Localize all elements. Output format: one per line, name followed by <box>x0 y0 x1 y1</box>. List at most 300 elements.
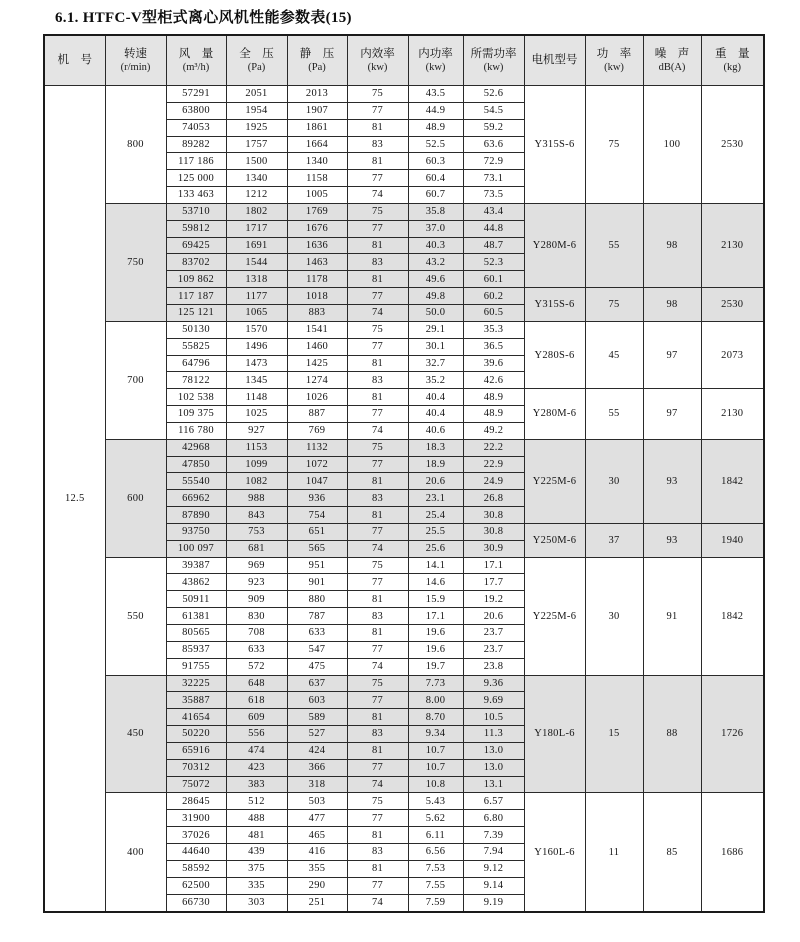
static-pressure-cell: 787 <box>287 608 347 625</box>
total-pressure-cell: 572 <box>226 658 287 675</box>
internal-power-cell: 7.59 <box>408 894 463 912</box>
noise-cell: 85 <box>643 793 701 912</box>
internal-power-cell: 35.8 <box>408 203 463 220</box>
total-pressure-cell: 1025 <box>226 406 287 423</box>
efficiency-cell: 83 <box>347 136 408 153</box>
efficiency-cell: 81 <box>347 860 408 877</box>
motor-power-cell: 75 <box>585 86 643 204</box>
internal-power-cell: 40.4 <box>408 406 463 423</box>
static-pressure-cell: 633 <box>287 625 347 642</box>
efficiency-cell: 74 <box>347 658 408 675</box>
efficiency-cell: 74 <box>347 422 408 439</box>
total-pressure-cell: 843 <box>226 507 287 524</box>
internal-power-cell: 14.1 <box>408 557 463 574</box>
required-power-cell: 52.6 <box>463 86 524 103</box>
column-header-total-pressure: 全 压 (Pa) <box>226 35 287 86</box>
required-power-cell: 42.6 <box>463 372 524 389</box>
static-pressure-cell: 1460 <box>287 338 347 355</box>
table-row <box>44 793 764 810</box>
static-pressure-cell: 887 <box>287 406 347 423</box>
required-power-cell: 48.7 <box>463 237 524 254</box>
internal-power-cell: 7.55 <box>408 877 463 894</box>
internal-power-cell: 52.5 <box>408 136 463 153</box>
efficiency-cell: 81 <box>347 827 408 844</box>
required-power-cell: 48.9 <box>463 406 524 423</box>
internal-power-cell: 17.1 <box>408 608 463 625</box>
static-pressure-cell: 1676 <box>287 220 347 237</box>
static-pressure-cell: 589 <box>287 709 347 726</box>
efficiency-cell: 83 <box>347 726 408 743</box>
noise-cell: 91 <box>643 557 701 675</box>
static-pressure-cell: 547 <box>287 641 347 658</box>
air-volume-cell: 44640 <box>166 843 226 860</box>
internal-power-cell: 7.53 <box>408 860 463 877</box>
efficiency-cell: 77 <box>347 220 408 237</box>
required-power-cell: 6.57 <box>463 793 524 810</box>
static-pressure-cell: 1463 <box>287 254 347 271</box>
static-pressure-cell: 1664 <box>287 136 347 153</box>
static-pressure-cell: 318 <box>287 776 347 793</box>
total-pressure-cell: 1717 <box>226 220 287 237</box>
required-power-cell: 39.6 <box>463 355 524 372</box>
required-power-cell: 9.12 <box>463 860 524 877</box>
column-header-air-volume: 风 量 (m³/h) <box>166 35 226 86</box>
noise-cell: 98 <box>643 288 701 322</box>
air-volume-cell: 59812 <box>166 220 226 237</box>
internal-power-cell: 40.4 <box>408 389 463 406</box>
required-power-cell: 44.8 <box>463 220 524 237</box>
required-power-cell: 54.5 <box>463 102 524 119</box>
required-power-cell: 13.1 <box>463 776 524 793</box>
efficiency-cell: 74 <box>347 540 408 557</box>
efficiency-cell: 77 <box>347 574 408 591</box>
air-volume-cell: 109 862 <box>166 271 226 288</box>
required-power-cell: 36.5 <box>463 338 524 355</box>
total-pressure-cell: 923 <box>226 574 287 591</box>
total-pressure-cell: 1691 <box>226 237 287 254</box>
static-pressure-cell: 603 <box>287 692 347 709</box>
total-pressure-cell: 335 <box>226 877 287 894</box>
static-pressure-cell: 424 <box>287 742 347 759</box>
static-pressure-cell: 1636 <box>287 237 347 254</box>
total-pressure-cell: 633 <box>226 641 287 658</box>
static-pressure-cell: 416 <box>287 843 347 860</box>
air-volume-cell: 66962 <box>166 490 226 507</box>
air-volume-cell: 93750 <box>166 523 226 540</box>
static-pressure-cell: 1274 <box>287 372 347 389</box>
internal-power-cell: 10.8 <box>408 776 463 793</box>
total-pressure-cell: 423 <box>226 759 287 776</box>
total-pressure-cell: 1153 <box>226 439 287 456</box>
efficiency-cell: 77 <box>347 170 408 187</box>
weight-cell: 2130 <box>701 203 764 287</box>
internal-power-cell: 44.9 <box>408 102 463 119</box>
static-pressure-cell: 951 <box>287 557 347 574</box>
air-volume-cell: 37026 <box>166 827 226 844</box>
air-volume-cell: 31900 <box>166 810 226 827</box>
internal-power-cell: 5.43 <box>408 793 463 810</box>
air-volume-cell: 62500 <box>166 877 226 894</box>
static-pressure-cell: 565 <box>287 540 347 557</box>
static-pressure-cell: 1005 <box>287 187 347 204</box>
speed-cell: 700 <box>105 321 166 439</box>
efficiency-cell: 81 <box>347 591 408 608</box>
air-volume-cell: 109 375 <box>166 406 226 423</box>
column-header-internal-efficiency: 内效率 (kw) <box>347 35 408 86</box>
motor-model-cell: Y160L-6 <box>524 793 585 912</box>
static-pressure-cell: 366 <box>287 759 347 776</box>
required-power-cell: 60.5 <box>463 304 524 321</box>
air-volume-cell: 55825 <box>166 338 226 355</box>
static-pressure-cell: 880 <box>287 591 347 608</box>
static-pressure-cell: 883 <box>287 304 347 321</box>
static-pressure-cell: 1072 <box>287 456 347 473</box>
air-volume-cell: 133 463 <box>166 187 226 204</box>
required-power-cell: 17.1 <box>463 557 524 574</box>
internal-power-cell: 10.7 <box>408 759 463 776</box>
required-power-cell: 30.9 <box>463 540 524 557</box>
column-header-internal-power: 内功率 (kw) <box>408 35 463 86</box>
total-pressure-cell: 708 <box>226 625 287 642</box>
static-pressure-cell: 1340 <box>287 153 347 170</box>
required-power-cell: 49.2 <box>463 422 524 439</box>
air-volume-cell: 39387 <box>166 557 226 574</box>
efficiency-cell: 74 <box>347 187 408 204</box>
internal-power-cell: 6.11 <box>408 827 463 844</box>
required-power-cell: 10.5 <box>463 709 524 726</box>
air-volume-cell: 69425 <box>166 237 226 254</box>
air-volume-cell: 116 780 <box>166 422 226 439</box>
noise-cell: 93 <box>643 439 701 523</box>
total-pressure-cell: 830 <box>226 608 287 625</box>
required-power-cell: 59.2 <box>463 119 524 136</box>
internal-power-cell: 60.4 <box>408 170 463 187</box>
efficiency-cell: 77 <box>347 692 408 709</box>
motor-model-cell: Y280M-6 <box>524 203 585 287</box>
speed-cell: 400 <box>105 793 166 912</box>
total-pressure-cell: 383 <box>226 776 287 793</box>
required-power-cell: 19.2 <box>463 591 524 608</box>
internal-power-cell: 7.73 <box>408 675 463 692</box>
internal-power-cell: 37.0 <box>408 220 463 237</box>
static-pressure-cell: 651 <box>287 523 347 540</box>
required-power-cell: 23.7 <box>463 641 524 658</box>
motor-power-cell: 75 <box>585 288 643 322</box>
internal-power-cell: 15.9 <box>408 591 463 608</box>
required-power-cell: 72.9 <box>463 153 524 170</box>
internal-power-cell: 25.4 <box>408 507 463 524</box>
internal-power-cell: 49.6 <box>408 271 463 288</box>
efficiency-cell: 81 <box>347 119 408 136</box>
total-pressure-cell: 303 <box>226 894 287 912</box>
column-header-speed: 转速 (r/min) <box>105 35 166 86</box>
motor-power-cell: 30 <box>585 439 643 523</box>
total-pressure-cell: 1544 <box>226 254 287 271</box>
efficiency-cell: 77 <box>347 406 408 423</box>
air-volume-cell: 35887 <box>166 692 226 709</box>
efficiency-cell: 74 <box>347 776 408 793</box>
required-power-cell: 52.3 <box>463 254 524 271</box>
table-row <box>44 86 764 103</box>
noise-cell: 93 <box>643 523 701 557</box>
total-pressure-cell: 988 <box>226 490 287 507</box>
total-pressure-cell: 1954 <box>226 102 287 119</box>
motor-power-cell: 55 <box>585 389 643 440</box>
column-header-noise: 噪 声 dB(A) <box>643 35 701 86</box>
header-row <box>44 35 764 86</box>
required-power-cell: 60.1 <box>463 271 524 288</box>
noise-cell: 97 <box>643 389 701 440</box>
motor-model-cell: Y315S-6 <box>524 86 585 204</box>
efficiency-cell: 81 <box>347 507 408 524</box>
air-volume-cell: 42968 <box>166 439 226 456</box>
total-pressure-cell: 609 <box>226 709 287 726</box>
performance-table <box>43 34 765 913</box>
static-pressure-cell: 936 <box>287 490 347 507</box>
efficiency-cell: 75 <box>347 557 408 574</box>
required-power-cell: 13.0 <box>463 742 524 759</box>
air-volume-cell: 80565 <box>166 625 226 642</box>
efficiency-cell: 74 <box>347 304 408 321</box>
speed-cell: 800 <box>105 86 166 204</box>
air-volume-cell: 53710 <box>166 203 226 220</box>
table-body <box>44 86 764 913</box>
required-power-cell: 7.94 <box>463 843 524 860</box>
noise-cell: 98 <box>643 203 701 287</box>
internal-power-cell: 19.7 <box>408 658 463 675</box>
internal-power-cell: 8.00 <box>408 692 463 709</box>
weight-cell: 1686 <box>701 793 764 912</box>
motor-model-cell: Y180L-6 <box>524 675 585 793</box>
noise-cell: 100 <box>643 86 701 204</box>
column-header-required-power: 所需功率 (kw) <box>463 35 524 86</box>
air-volume-cell: 102 538 <box>166 389 226 406</box>
efficiency-cell: 81 <box>347 709 408 726</box>
required-power-cell: 73.5 <box>463 187 524 204</box>
motor-model-cell: Y315S-6 <box>524 288 585 322</box>
total-pressure-cell: 1496 <box>226 338 287 355</box>
efficiency-cell: 77 <box>347 338 408 355</box>
total-pressure-cell: 1500 <box>226 153 287 170</box>
motor-model-cell: Y225M-6 <box>524 439 585 523</box>
required-power-cell: 63.6 <box>463 136 524 153</box>
weight-cell: 1940 <box>701 523 764 557</box>
air-volume-cell: 50130 <box>166 321 226 338</box>
efficiency-cell: 81 <box>347 153 408 170</box>
static-pressure-cell: 475 <box>287 658 347 675</box>
total-pressure-cell: 1757 <box>226 136 287 153</box>
speed-cell: 600 <box>105 439 166 557</box>
air-volume-cell: 32225 <box>166 675 226 692</box>
static-pressure-cell: 503 <box>287 793 347 810</box>
table-row <box>44 321 764 338</box>
internal-power-cell: 6.56 <box>408 843 463 860</box>
internal-power-cell: 30.1 <box>408 338 463 355</box>
air-volume-cell: 89282 <box>166 136 226 153</box>
required-power-cell: 22.2 <box>463 439 524 456</box>
weight-cell: 2530 <box>701 288 764 322</box>
total-pressure-cell: 927 <box>226 422 287 439</box>
static-pressure-cell: 527 <box>287 726 347 743</box>
static-pressure-cell: 901 <box>287 574 347 591</box>
air-volume-cell: 58592 <box>166 860 226 877</box>
efficiency-cell: 77 <box>347 877 408 894</box>
internal-power-cell: 14.6 <box>408 574 463 591</box>
weight-cell: 1842 <box>701 439 764 523</box>
total-pressure-cell: 474 <box>226 742 287 759</box>
air-volume-cell: 78122 <box>166 372 226 389</box>
total-pressure-cell: 1570 <box>226 321 287 338</box>
static-pressure-cell: 1026 <box>287 389 347 406</box>
static-pressure-cell: 1541 <box>287 321 347 338</box>
air-volume-cell: 28645 <box>166 793 226 810</box>
total-pressure-cell: 648 <box>226 675 287 692</box>
air-volume-cell: 75072 <box>166 776 226 793</box>
required-power-cell: 6.80 <box>463 810 524 827</box>
efficiency-cell: 77 <box>347 456 408 473</box>
required-power-cell: 43.4 <box>463 203 524 220</box>
weight-cell: 2130 <box>701 389 764 440</box>
required-power-cell: 7.39 <box>463 827 524 844</box>
total-pressure-cell: 1065 <box>226 304 287 321</box>
internal-power-cell: 25.5 <box>408 523 463 540</box>
static-pressure-cell: 1178 <box>287 271 347 288</box>
air-volume-cell: 70312 <box>166 759 226 776</box>
required-power-cell: 24.9 <box>463 473 524 490</box>
internal-power-cell: 10.7 <box>408 742 463 759</box>
efficiency-cell: 81 <box>347 389 408 406</box>
static-pressure-cell: 290 <box>287 877 347 894</box>
motor-model-cell: Y225M-6 <box>524 557 585 675</box>
static-pressure-cell: 1907 <box>287 102 347 119</box>
motor-power-cell: 15 <box>585 675 643 793</box>
internal-power-cell: 20.6 <box>408 473 463 490</box>
air-volume-cell: 57291 <box>166 86 226 103</box>
air-volume-cell: 74053 <box>166 119 226 136</box>
total-pressure-cell: 753 <box>226 523 287 540</box>
efficiency-cell: 83 <box>347 843 408 860</box>
machine-no-cell: 12.5 <box>44 86 105 913</box>
required-power-cell: 30.8 <box>463 523 524 540</box>
motor-power-cell: 11 <box>585 793 643 912</box>
air-volume-cell: 66730 <box>166 894 226 912</box>
motor-power-cell: 55 <box>585 203 643 287</box>
air-volume-cell: 117 187 <box>166 288 226 305</box>
static-pressure-cell: 251 <box>287 894 347 912</box>
efficiency-cell: 81 <box>347 625 408 642</box>
total-pressure-cell: 969 <box>226 557 287 574</box>
static-pressure-cell: 769 <box>287 422 347 439</box>
required-power-cell: 35.3 <box>463 321 524 338</box>
total-pressure-cell: 681 <box>226 540 287 557</box>
efficiency-cell: 81 <box>347 355 408 372</box>
weight-cell: 2073 <box>701 321 764 388</box>
column-header-motor-model: 电机型号 <box>524 35 585 86</box>
internal-power-cell: 40.3 <box>408 237 463 254</box>
internal-power-cell: 5.62 <box>408 810 463 827</box>
internal-power-cell: 35.2 <box>408 372 463 389</box>
static-pressure-cell: 465 <box>287 827 347 844</box>
total-pressure-cell: 375 <box>226 860 287 877</box>
speed-cell: 550 <box>105 557 166 675</box>
efficiency-cell: 75 <box>347 675 408 692</box>
efficiency-cell: 83 <box>347 372 408 389</box>
total-pressure-cell: 1148 <box>226 389 287 406</box>
air-volume-cell: 87890 <box>166 507 226 524</box>
static-pressure-cell: 1018 <box>287 288 347 305</box>
efficiency-cell: 81 <box>347 271 408 288</box>
total-pressure-cell: 512 <box>226 793 287 810</box>
total-pressure-cell: 1318 <box>226 271 287 288</box>
static-pressure-cell: 1047 <box>287 473 347 490</box>
static-pressure-cell: 355 <box>287 860 347 877</box>
efficiency-cell: 77 <box>347 759 408 776</box>
efficiency-cell: 77 <box>347 641 408 658</box>
total-pressure-cell: 618 <box>226 692 287 709</box>
air-volume-cell: 100 097 <box>166 540 226 557</box>
internal-power-cell: 8.70 <box>408 709 463 726</box>
internal-power-cell: 60.3 <box>408 153 463 170</box>
required-power-cell: 23.8 <box>463 658 524 675</box>
required-power-cell: 13.0 <box>463 759 524 776</box>
efficiency-cell: 75 <box>347 793 408 810</box>
air-volume-cell: 43862 <box>166 574 226 591</box>
required-power-cell: 23.7 <box>463 625 524 642</box>
efficiency-cell: 81 <box>347 473 408 490</box>
total-pressure-cell: 481 <box>226 827 287 844</box>
air-volume-cell: 91755 <box>166 658 226 675</box>
static-pressure-cell: 2013 <box>287 86 347 103</box>
efficiency-cell: 83 <box>347 490 408 507</box>
noise-cell: 88 <box>643 675 701 793</box>
column-header-machine-no: 机 号 <box>44 35 105 86</box>
total-pressure-cell: 488 <box>226 810 287 827</box>
internal-power-cell: 43.5 <box>408 86 463 103</box>
table-row <box>44 439 764 456</box>
efficiency-cell: 77 <box>347 810 408 827</box>
weight-cell: 2530 <box>701 86 764 204</box>
static-pressure-cell: 637 <box>287 675 347 692</box>
static-pressure-cell: 1158 <box>287 170 347 187</box>
column-header-weight: 重 量 (kg) <box>701 35 764 86</box>
internal-power-cell: 18.9 <box>408 456 463 473</box>
efficiency-cell: 75 <box>347 203 408 220</box>
total-pressure-cell: 2051 <box>226 86 287 103</box>
motor-power-cell: 37 <box>585 523 643 557</box>
page-title: 6.1. HTFC-V型柜式离心风机性能参数表(15) <box>55 10 352 26</box>
required-power-cell: 17.7 <box>463 574 524 591</box>
air-volume-cell: 125 121 <box>166 304 226 321</box>
internal-power-cell: 32.7 <box>408 355 463 372</box>
efficiency-cell: 74 <box>347 894 408 912</box>
efficiency-cell: 81 <box>347 742 408 759</box>
column-header-static-pressure: 静 压 (Pa) <box>287 35 347 86</box>
efficiency-cell: 83 <box>347 608 408 625</box>
static-pressure-cell: 1132 <box>287 439 347 456</box>
total-pressure-cell: 909 <box>226 591 287 608</box>
required-power-cell: 48.9 <box>463 389 524 406</box>
static-pressure-cell: 1425 <box>287 355 347 372</box>
efficiency-cell: 75 <box>347 321 408 338</box>
air-volume-cell: 61381 <box>166 608 226 625</box>
motor-model-cell: Y280S-6 <box>524 321 585 388</box>
efficiency-cell: 77 <box>347 523 408 540</box>
weight-cell: 1726 <box>701 675 764 793</box>
total-pressure-cell: 556 <box>226 726 287 743</box>
total-pressure-cell: 1082 <box>226 473 287 490</box>
internal-power-cell: 18.3 <box>408 439 463 456</box>
air-volume-cell: 125 000 <box>166 170 226 187</box>
